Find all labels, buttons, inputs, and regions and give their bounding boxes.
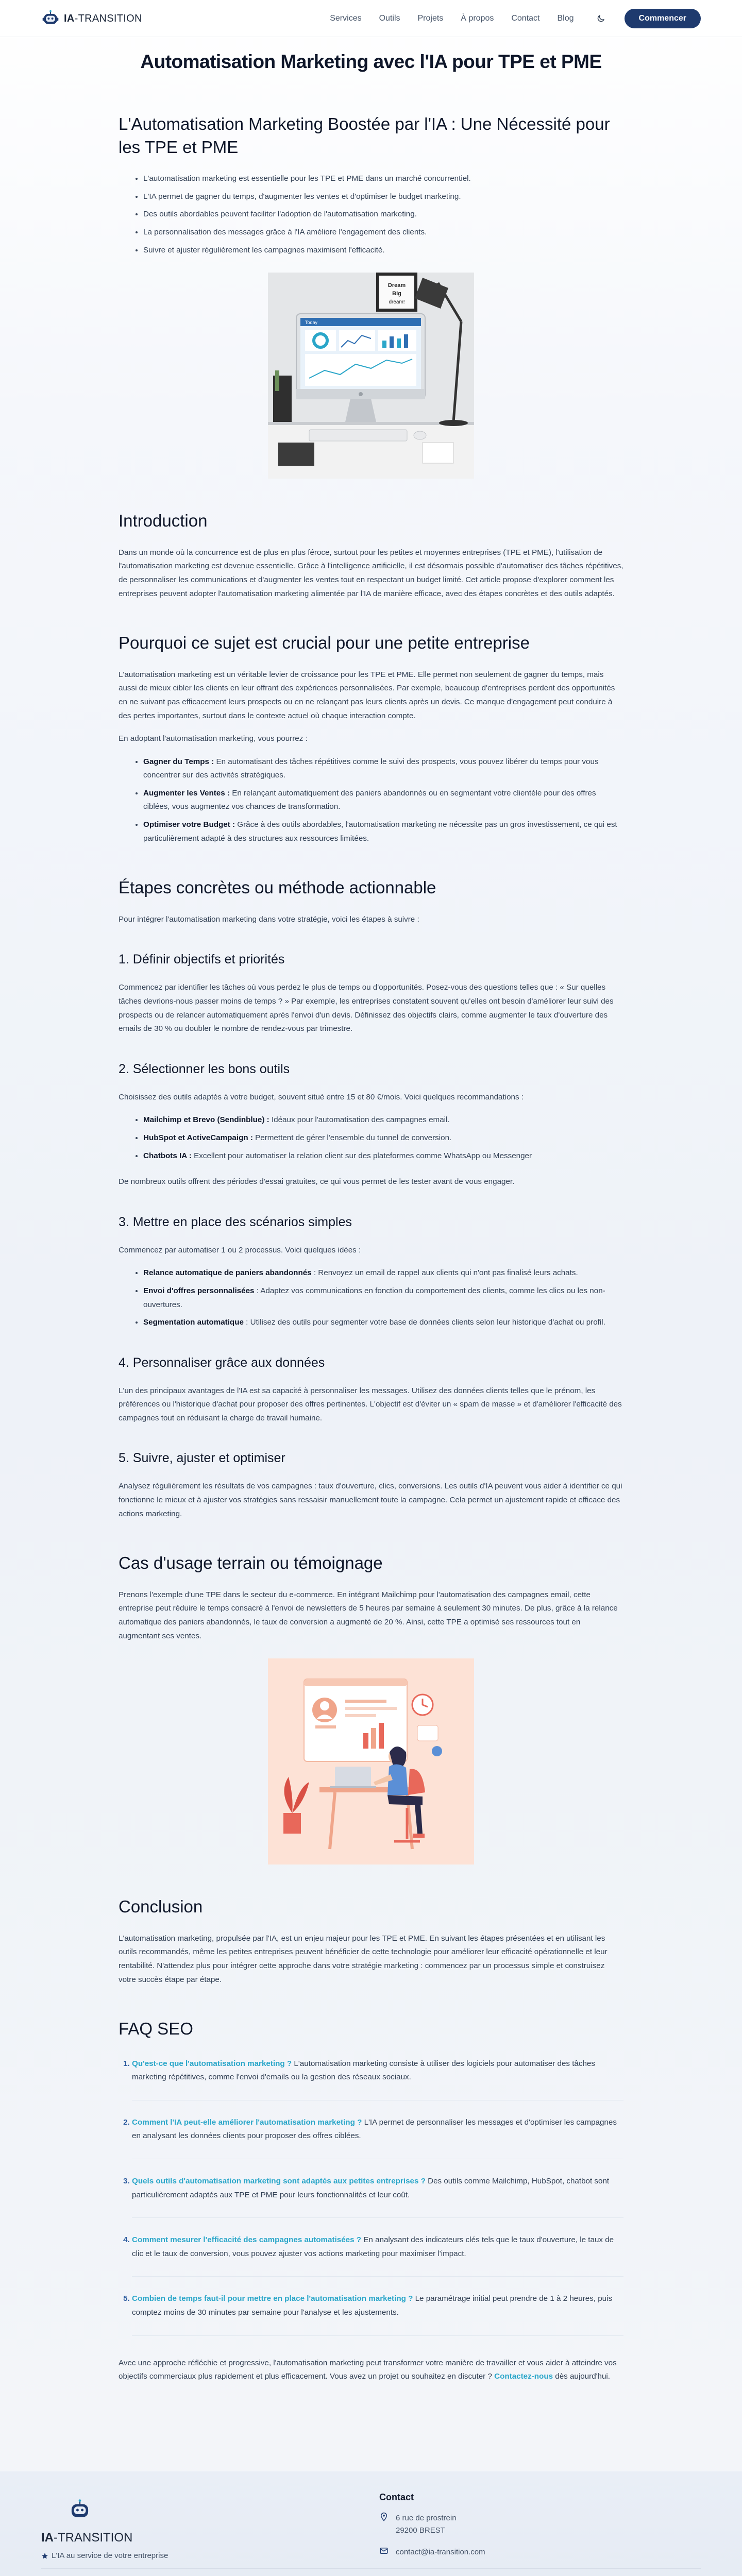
location-pin-icon [379,2512,389,2521]
step-heading: 5. Suivre, ajuster et optimiser [119,1451,285,1466]
intro-block-heading: L'Automatisation Marketing Boostée par l'IA : Une Nécessité pour les TPE et PME [119,114,610,157]
list-item: • Mailchimp et Brevo (Sendinblue) : Idéaux pour l'automatisation des campagnes email. [143,1113,623,1127]
faq-item [132,2277,623,2335]
svg-text:Big: Big [392,291,401,297]
marketing-illustration-image [268,1658,474,1865]
tools-list [119,1113,623,1163]
robot-logo-icon [68,2498,92,2522]
screen-today-label: Today [305,320,318,326]
paragraph: Commencez par identifier les tâches où vous perdez le plus de temps ou d'opportunités. Posez-vous des questions telles que : « Sur quelles tâches devrions-nous passer moins de temps ? » Par exemple, les entreprises constatent souvent qu'elles ont besoin d'améliorer leur suivi des prospects ou de relancer automatiquement après l'envoi d'un devis. Définissez des objectifs clairs, comme augmenter le taux d'ouverture des emails de 30 % ou doubler le nombre de rendez-vous par trimestre. [119,983,614,1033]
nav-link-blog[interactable]: Blog [557,13,574,23]
list-item: • Gagner du Temps : En automatisant des tâches répétitives comme le suivi des prospects, vous pouvez libérer du temps pour vous concentrer sur des activités stratégiques. [143,755,623,783]
nav-link-outils[interactable]: Outils [379,13,400,23]
section-heading: Conclusion [119,1897,203,1917]
list-item: • Des outils abordables peuvent faciliter l'adoption de l'automatisation marketing. [143,208,623,222]
faq-question: Comment l'IA peut-elle améliorer l'automatisation marketing ? [132,2117,362,2127]
list-item: • Optimiser votre Budget : Grâce à des outils abordables, l'automatisation marketing ne nécessite pas un gros investissement, ce qui est particulièrement adapté à des structures aux ressources limitées. [143,818,623,845]
steps-section [119,876,623,1521]
paragraph: Choisissez des outils adaptés à votre budget, souvent situé entre 15 et 80 €/mois. Voici quelques recommandations : [119,1092,524,1101]
moon-icon [596,14,605,23]
footer-tagline: L'IA au service de votre entreprise [41,2550,168,2562]
list-item: • HubSpot et ActiveCampaign : Permettent de gérer l'ensemble du tunnel de conversion. [143,1131,623,1145]
faq-answer: Le paramétrage initial peut prendre de 1 à 2 heures, puis comptez moins de 30 minutes par semaine pour l'analyse et les ajustements. [132,2294,613,2317]
list-item: • Chatbots IA : Excellent pour automatiser la relation client sur des plateformes comme WhatsApp ou Messenger [143,1149,623,1163]
faq-question: Comment mesurer l'efficacité des campagnes automatisées ? [132,2235,362,2245]
faq-answer: L'IA permet de personnaliser les messages et d'optimiser les campagnes en analysant les données clients pour proposer des offres ciblées. [132,2117,617,2141]
footer-brand [41,2498,168,2562]
paragraph: En adoptant l'automatisation marketing, vous pourrez : [119,734,308,743]
list-item: • La personnalisation des messages grâce à l'IA améliore l'engagement des clients. [143,226,623,240]
faq-item [132,2218,623,2277]
nav-link-projets[interactable]: Projets [417,13,444,23]
paragraph: L'un des principaux avantages de l'IA est sa capacité à personnaliser les messages. Utilisez des données clients telles que le prénom, les préférences ou l'historique d'achat pour proposer des offres pertinentes. L'objectif est d'éviter un « spam de masse » et d'améliorer l'efficacité des campagnes tout en réduisant la charge de travail humaine. [119,1386,622,1422]
key-points-list [119,172,623,257]
paragraph: De nombreux outils offrent des périodes d'essai gratuites, ce qui vous permet de les tester avant de vous engager. [119,1177,515,1187]
paragraph: Dans un monde où la concurrence est de plus en plus féroce, surtout pour les petites et moyennes entreprises (TPE et PME), l'utilisation de l'automatisation marketing est devenue essentielle. Grâce à l'intelligence artificielle, il est désormais possible d'automatiser des tâches répétitives, de personnaliser les communications et d'augmenter les ventes tout en respectant un budget limité. Cet article propose d'explorer comment les entreprises peuvent adopter l'automatisation marketing alimentée par l'IA de manière efficace, avec des étapes concrètes et des outils adaptés. [119,548,623,598]
list-item: • Relance automatique de paniers abandonnés : Renvoyez un email de rappel aux clients qui n'ont pas finalisé leurs achats. [143,1266,623,1280]
faq-list [119,2054,623,2336]
faq-question: Combien de temps faut-il pour mettre en place l'automatisation marketing ? [132,2294,413,2303]
mail-icon [379,2546,389,2555]
nav-link-services[interactable]: Services [330,13,362,23]
step-heading: 2. Sélectionner les bons outils [119,1061,290,1076]
nav-link-a-propos[interactable]: À propos [461,13,494,23]
list-item: • Augmenter les Ventes : En relançant automatiquement des paniers abandonnés ou en segmentant votre clientèle pour des offres ciblées, vous augmentez vos chances de transformation. [143,787,623,814]
faq-answer: L'automatisation marketing consiste à utiliser des logiciels pour automatiser des tâches marketing répétitives, comme l'envoi d'emails ou la gestion des réseaux sociaux. [132,2059,595,2082]
faq-item [132,2054,623,2100]
paragraph: L'automatisation marketing, propulsée par l'IA, est un enjeu majeur pour les TPE et PME. En suivant les étapes présentées et en utilisant les outils recommandés, même les petites entreprises peuvent bénéficier de cette technologie pour améliorer leur efficacité opérationnelle et leur rentabilité. N'attendez plus pour intégrer cette approche dans votre stratégie marketing : commencez par un processus simple et construisez votre succès étape par étape. [119,1934,608,1984]
section-heading: Pourquoi ce sujet est crucial pour une petite entreprise [119,633,530,653]
page-title: Automatisation Marketing avec l'IA pour TPE et PME [140,51,602,72]
paragraph: Pour intégrer l'automatisation marketing dans votre stratégie, voici les étapes à suivre : [119,914,419,924]
robot-logo-icon [41,9,60,28]
section-heading: Cas d'usage terrain ou témoignage [119,1553,383,1573]
svg-text:Dream: Dream [387,282,406,289]
faq-question: Quels outils d'automatisation marketing sont adaptés aux petites entreprises ? [132,2177,426,2186]
nav-link-contact[interactable]: Contact [511,13,540,23]
section-heading: FAQ SEO [119,2019,193,2039]
brand-logo[interactable] [41,9,142,28]
top-navbar [0,0,742,37]
case-study-section [119,1552,623,1865]
conclusion-section [119,1895,623,1987]
step-heading: 4. Personnaliser grâce aux données [119,1355,325,1370]
introduction-section [119,510,623,601]
paragraph: Analysez régulièrement les résultats de vos campagnes : taux d'ouverture, clics, conversions. Les outils d'IA peuvent vous aider à identifier ce qui fonctionne le mieux et à ajuster vos stratégies sans ressaisir manuellement toute la campagne. Cela permet un ajustement rapide et efficace des actions marketing. [119,1482,622,1518]
svg-text:dream!: dream! [389,299,405,306]
faq-item [132,2159,623,2218]
scenarios-list [119,1266,623,1329]
step-heading: 3. Mettre en place des scénarios simples [119,1214,352,1229]
section-heading: Étapes concrètes ou méthode actionnable [119,878,436,897]
faq-question: Qu'est-ce que l'automatisation marketing ? [132,2059,292,2068]
faq-section [119,2018,623,2384]
list-item: • Segmentation automatique : Utilisez des outils pour segmenter votre base de données clients selon leur historique d'achat ou profil. [143,1316,623,1330]
section-heading: Introduction [119,511,208,531]
email-row[interactable] [379,2546,485,2558]
address-row: 6 rue de prostrein 29200 BREST [379,2512,485,2537]
list-item: • L'automatisation marketing est essentielle pour les TPE et PME dans un marché concurrentiel. [143,172,623,186]
footer-email[interactable]: contact@ia-transition.com [396,2547,485,2556]
footer-contact [379,2490,485,2568]
list-item: • Envoi d'offres personnalisées : Adaptez vos communications en fonction du comportement des clients, comme les clics ou les non-ouvertures. [143,1284,623,1312]
footer-divider [41,2568,701,2569]
list-item: • Suivre et ajuster régulièrement les campagnes maximisent l'efficacité. [143,244,623,258]
site-footer [0,2471,742,2576]
footer-contact-heading: Contact [379,2492,414,2502]
star-icon [41,2552,48,2560]
faq-answer: En analysant des indicateurs clés tels que le taux d'ouverture, le taux de clic et le taux de conversion, vous pouvez ajuster vos actions marketing pour maximiser l'impact. [132,2235,614,2258]
paragraph: Prenons l'exemple d'une TPE dans le secteur du e-commerce. En intégrant Mailchimp pour l'automatisation des campagnes email, cette entreprise peut réduire le temps consacré à l'envoi de newsletters de 5 heures par semaine à seulement 30 minutes. De plus, grâce à la relance automatique des paniers abandonnés, le taux de conversion a augmenté de 20 %. Ainsi, cette TPE a optimisé ses ressources tout en augmentant ses ventes. [119,1590,618,1640]
contact-us-link[interactable]: Contactez-nous [494,2372,553,2381]
desk-computer-image [268,273,474,479]
paragraph: L'automatisation marketing est un véritable levier de croissance pour les TPE et PME. Elle permet non seulement de gagner du temps, mais aussi de mieux cibler les clients en leur offrant des expériences personnalisées. Par exemple, beaucoup d'entreprises perdent des opportunités en ne suivant pas efficacement leurs prospects ou en ne relançant pas leurs clients après un devis. Ce manque d'engagement peut conduire à des pertes importantes, surtout dans le contexte actuel où chaque interaction compte. [119,670,615,720]
paragraph: Commencez par automatiser 1 ou 2 processus. Voici quelques idées : [119,1245,361,1255]
why-section [119,632,623,845]
article-body [119,113,623,2384]
commencer-button[interactable]: Commencer [625,9,701,28]
footer-brand-name: IA-TRANSITION [41,2530,133,2545]
nav-links [330,12,574,25]
step-heading: 1. Définir objectifs et priorités [119,952,285,967]
faq-item [132,2100,623,2159]
brand-name: IA-TRANSITION [64,12,142,24]
list-item: • L'IA permet de gagner du temps, d'augmenter les ventes et d'optimiser le budget marketing. [143,190,623,204]
theme-toggle-button[interactable] [592,9,610,28]
closing-paragraph: Avec une approche réfléchie et progressive, l'automatisation marketing peut transformer votre manière de travailler et vous aider à atteindre vos objectifs commerciaux plus rapidement et plus efficacement. Vous avez un projet ou souhaitez en discuter ? Contactez-nous dès aujourd'hui. [119,2358,617,2381]
faq-answer: Des outils comme Mailchimp, HubSpot, chatbot sont particulièrement adaptés aux TPE et PME pour leurs fonctionnalités et leur coût. [132,2177,610,2199]
benefits-list [119,755,623,846]
